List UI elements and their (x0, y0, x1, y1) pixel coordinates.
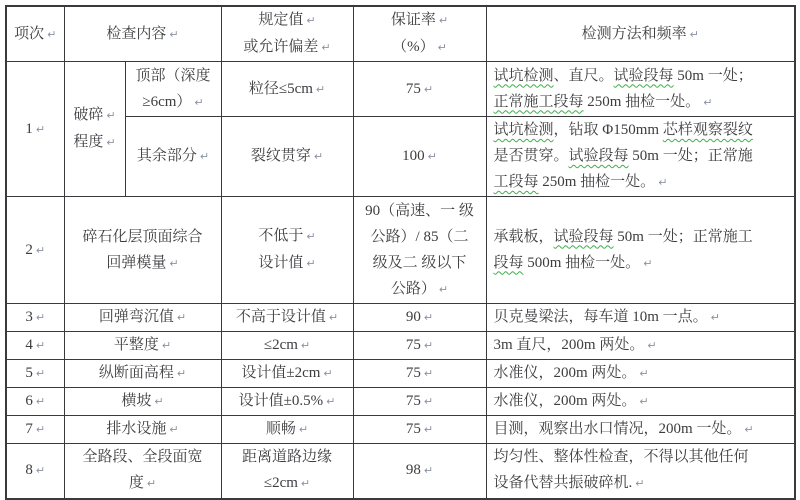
header-spec-value (221, 6, 353, 62)
paragraph-mark-icon: ↵ (710, 311, 720, 324)
text-run: 水准仪，200m 两处。 (493, 393, 637, 409)
header-method-frequency (486, 6, 795, 62)
text-run: 级及二 级以下 (372, 254, 467, 271)
paragraph-mark-icon: ↵ (161, 339, 172, 352)
paragraph-mark-icon: ↵ (146, 477, 157, 491)
cell-method-top-part (486, 62, 795, 117)
text-run: 项次 (14, 25, 45, 42)
text-run: 3m 直尺，200m 两处。 (493, 337, 645, 353)
header-row (6, 6, 795, 62)
paragraph-mark-icon: ↵ (321, 41, 331, 54)
paragraph-mark-icon: ↵ (199, 150, 210, 163)
text-run: 75 (405, 365, 421, 381)
cell-no-7 (6, 416, 64, 444)
text-run: 75 (405, 80, 421, 97)
paragraph-mark-icon: ↵ (47, 27, 57, 41)
cell-rate-top-part (353, 62, 486, 117)
text-run: 250m 抽检一处。 (583, 93, 701, 110)
paragraph-mark-icon: ↵ (315, 82, 326, 96)
cell-method-profile-elevation (486, 360, 795, 388)
spellcheck-underlined-text: 段每 (493, 254, 524, 271)
paragraph-mark-icon: ↵ (643, 256, 653, 270)
text-run: 不高于设计值 (235, 309, 326, 325)
text-run: 50m 一处； (673, 67, 753, 84)
paragraph-mark-icon: ↵ (176, 311, 187, 324)
paragraph-mark-icon: ↵ (169, 423, 179, 436)
paragraph-mark-icon: ↵ (437, 41, 447, 54)
text-run: 全路段、全段面宽 (82, 449, 203, 466)
cell-no-8 (6, 444, 64, 499)
cell-method-cross-slope (486, 388, 795, 416)
paragraph-mark-icon: ↵ (306, 14, 316, 27)
cell-no-4 (6, 332, 64, 360)
header-check-content (64, 6, 221, 62)
paragraph-mark-icon: ↵ (427, 150, 437, 163)
text-run: 公路） (390, 280, 436, 297)
row-4 (6, 332, 795, 360)
text-run: 纵断面高程 (98, 365, 174, 381)
text-run: 规定值 (258, 12, 304, 28)
paragraph-mark-icon: ↵ (423, 82, 434, 96)
text-run: 破碎 (73, 107, 104, 123)
text-run: 500m 抽检一处。 (523, 254, 641, 271)
cell-method-rebound-modulus (486, 197, 795, 304)
row-6 (6, 388, 795, 416)
paragraph-mark-icon: ↵ (300, 477, 311, 491)
cell-rate-deflection (353, 304, 486, 332)
text-run: 98 (405, 462, 421, 479)
cell-content-drainage (64, 416, 221, 444)
text-run: 7 (25, 421, 33, 437)
cell-method-deflection (486, 304, 795, 332)
text-run: 水准仪，200m 两处。 (493, 365, 637, 381)
paragraph-mark-icon: ↵ (635, 477, 645, 491)
cell-rate-flatness (353, 332, 486, 360)
cell-rate-drainage (353, 416, 486, 444)
text-run: 75 (405, 337, 421, 353)
paragraph-mark-icon: ↵ (328, 311, 339, 324)
text-run: 目测，观察出水口情况，200m 一处。 (493, 421, 742, 437)
row-3 (6, 304, 795, 332)
cell-spec-rebound-modulus (221, 197, 353, 304)
paragraph-mark-icon: ↵ (35, 395, 46, 408)
cell-spec-profile-elevation (221, 360, 353, 388)
text-run: 250m 抽检一处。 (538, 174, 656, 190)
paragraph-mark-icon: ↵ (703, 95, 713, 109)
cell-spec-flatness (221, 332, 353, 360)
cell-spec-top-part (221, 62, 353, 117)
text-run: 碎石化层顶面综合 (82, 228, 203, 245)
text-run: 、直尺。 (553, 67, 614, 84)
cell-content-rebound-modulus (64, 197, 221, 304)
paragraph-mark-icon: ↵ (154, 395, 164, 408)
paragraph-mark-icon: ↵ (169, 27, 179, 41)
text-run: 裂纹贯穿 (250, 148, 311, 164)
paragraph-mark-icon: ↵ (423, 395, 434, 408)
cell-content-rest-part (125, 117, 221, 197)
text-run: 不低于 (258, 228, 304, 244)
paragraph-mark-icon: ↵ (298, 423, 309, 436)
cell-group-crush-degree (64, 62, 125, 197)
paragraph-mark-icon: ↵ (313, 150, 324, 163)
cell-method-rest-part (486, 117, 795, 197)
text-run: 8 (25, 462, 33, 479)
paragraph-mark-icon: ↵ (35, 367, 46, 380)
inspection-criteria-table (5, 5, 796, 500)
paragraph-mark-icon: ↵ (639, 395, 649, 408)
spellcheck-underlined-text: 芯样观察裂纹 (662, 122, 753, 138)
text-run: 检查内容 (106, 25, 167, 42)
row-2 (6, 197, 795, 304)
cell-no-2 (6, 197, 64, 304)
text-run: 横坡 (121, 393, 152, 409)
text-run: 设备代替共振破碎机. (493, 475, 633, 492)
text-run: 90（高速、一 级 (365, 202, 474, 219)
paragraph-mark-icon: ↵ (169, 256, 179, 270)
row-5 (6, 360, 795, 388)
row-8 (6, 444, 795, 499)
text-run: 6 (25, 393, 33, 409)
cell-method-drainage (486, 416, 795, 444)
spellcheck-underlined-text: 试验段每 (553, 228, 614, 245)
text-run: 平整度 (113, 337, 159, 353)
cell-content-cross-slope (64, 388, 221, 416)
paragraph-mark-icon: ↵ (423, 311, 434, 324)
text-run: 50m 一处；正常施工 (613, 228, 753, 245)
paragraph-mark-icon: ↵ (639, 367, 649, 380)
text-run: ≤2cm (263, 475, 298, 492)
paragraph-mark-icon: ↵ (106, 136, 116, 149)
text-run: 是否贯穿。 (493, 148, 569, 164)
text-run: 设计值 (258, 255, 304, 271)
cell-content-profile-elevation (64, 360, 221, 388)
cell-no-5 (6, 360, 64, 388)
cell-content-top-part (125, 62, 221, 117)
text-run: 回弹模量 (106, 254, 167, 271)
text-run: 回弹弯沉值 (98, 309, 174, 325)
text-run: （%） (392, 39, 435, 55)
row-1-rest (6, 117, 795, 197)
paragraph-mark-icon: ↵ (647, 339, 657, 352)
paragraph-mark-icon: ↵ (326, 395, 336, 408)
cell-spec-deflection (221, 304, 353, 332)
spellcheck-underlined-text: 试验段每 (568, 148, 629, 164)
text-run: 均匀性、整体性检查，不得以其他任何 (493, 449, 749, 466)
header-item-no (6, 6, 64, 62)
cell-rate-rebound-modulus (353, 197, 486, 304)
cell-no-3 (6, 304, 64, 332)
cell-no-6 (6, 388, 64, 416)
text-run: 2 (25, 241, 33, 258)
spellcheck-underlined-text: 正常施工段每 (493, 93, 584, 110)
text-run: 程度 (73, 134, 104, 150)
paragraph-mark-icon: ↵ (438, 14, 449, 27)
spellcheck-underlined-text: 试坑检测 (493, 67, 554, 84)
paragraph-mark-icon: ↵ (689, 27, 699, 41)
text-run: 1 (25, 120, 33, 137)
paragraph-mark-icon: ↵ (306, 230, 316, 243)
text-run: 75 (405, 421, 421, 437)
row-7 (6, 416, 795, 444)
text-run: 100 (402, 148, 425, 164)
spellcheck-underlined-text: 试验段每 (613, 67, 674, 84)
cell-content-deflection (64, 304, 221, 332)
text-run: ，钻取 Φ150mm (553, 122, 663, 138)
text-run: 顶部（深度 (135, 67, 211, 84)
paragraph-mark-icon: ↵ (35, 311, 46, 324)
paragraph-mark-icon: ↵ (35, 122, 46, 136)
cell-rate-full-width (353, 444, 486, 499)
paragraph-mark-icon: ↵ (176, 367, 187, 380)
text-run: 设计值±2cm (241, 365, 321, 381)
text-run: 排水设施 (106, 421, 167, 437)
cell-content-flatness (64, 332, 221, 360)
spellcheck-underlined-text: 工段每 (493, 174, 539, 190)
paragraph-mark-icon: ↵ (35, 423, 46, 436)
paragraph-mark-icon: ↵ (300, 339, 311, 352)
paragraph-mark-icon: ↵ (423, 367, 434, 380)
cell-content-full-width (64, 444, 221, 499)
text-run: 承载板， (493, 228, 554, 245)
text-run: 贝克曼梁法，每车道 10m 一点。 (493, 309, 708, 325)
text-run: ≤2cm (263, 337, 298, 353)
cell-method-flatness (486, 332, 795, 360)
text-run: 设计值±0.5% (238, 393, 324, 409)
text-run: ≥6cm） (142, 93, 192, 110)
cell-spec-full-width (221, 444, 353, 499)
paragraph-mark-icon: ↵ (744, 423, 754, 436)
paragraph-mark-icon: ↵ (106, 109, 116, 122)
cell-rate-profile-elevation (353, 360, 486, 388)
cell-method-full-width (486, 444, 795, 499)
text-run: 粒径≤5cm (248, 80, 313, 97)
cell-spec-drainage (221, 416, 353, 444)
text-run: 其余部分 (136, 148, 197, 164)
text-run: 度 (128, 475, 144, 492)
text-run: 检测方法和频率 (581, 25, 687, 42)
cell-spec-rest-part (221, 117, 353, 197)
spellcheck-underlined-text: 试坑检测 (493, 122, 554, 138)
text-run: 顺畅 (265, 421, 296, 437)
paragraph-mark-icon: ↵ (658, 176, 668, 189)
text-run: 保证率 (390, 12, 436, 28)
cell-no-1 (6, 62, 64, 197)
text-run: 50m 一处；正常施 (628, 148, 753, 164)
paragraph-mark-icon: ↵ (35, 339, 46, 352)
text-run: 距离道路边缘 (241, 449, 332, 466)
paragraph-mark-icon: ↵ (423, 464, 434, 478)
paragraph-mark-icon: ↵ (438, 282, 449, 296)
text-run: 公路）/ 85（二 (370, 228, 469, 245)
text-run: 4 (25, 337, 33, 353)
text-run: 75 (405, 393, 421, 409)
cell-spec-cross-slope (221, 388, 353, 416)
text-run: 或允许偏差 (243, 39, 319, 55)
paragraph-mark-icon: ↵ (323, 367, 333, 380)
cell-rate-cross-slope (353, 388, 486, 416)
header-assurance-rate (353, 6, 486, 62)
text-run: 90 (405, 309, 421, 325)
paragraph-mark-icon: ↵ (423, 423, 434, 436)
paragraph-mark-icon: ↵ (35, 243, 46, 257)
paragraph-mark-icon: ↵ (306, 257, 316, 270)
paragraph-mark-icon: ↵ (35, 464, 46, 478)
paragraph-mark-icon: ↵ (423, 339, 434, 352)
cell-rate-rest-part (353, 117, 486, 197)
text-run: 3 (25, 309, 33, 325)
text-run: 5 (25, 365, 33, 381)
row-1-top (6, 62, 795, 117)
paragraph-mark-icon: ↵ (194, 95, 204, 109)
